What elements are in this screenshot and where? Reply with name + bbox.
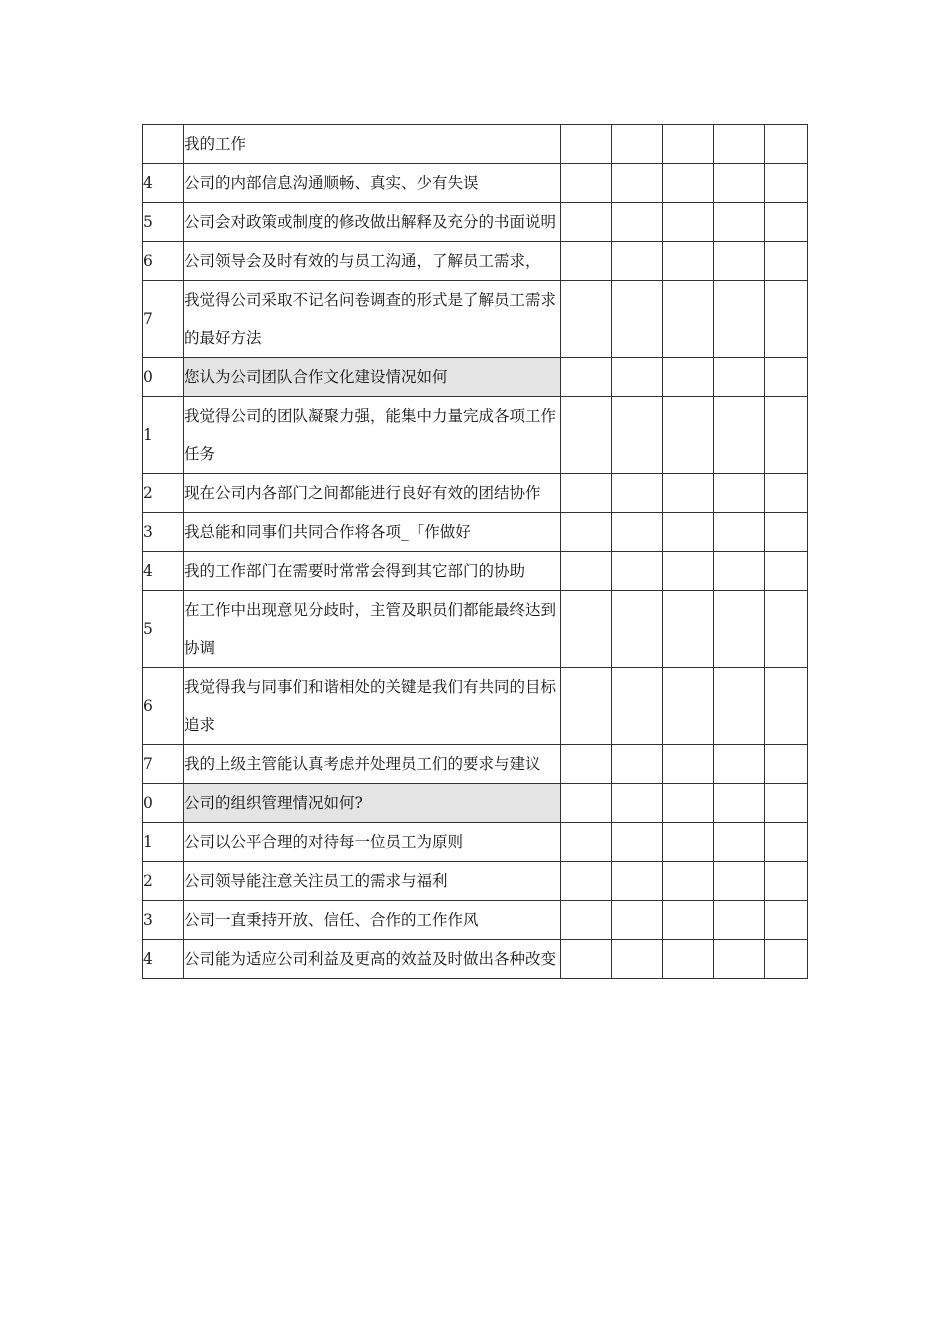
item-number: 0 xyxy=(143,784,184,823)
question-row xyxy=(143,474,808,513)
question-row xyxy=(143,513,808,552)
item-number: 2 xyxy=(143,862,184,901)
item-number: 7 xyxy=(143,281,184,358)
rating-cell-3[interactable] xyxy=(663,358,714,397)
question-text: 公司以公平合理的对待每一位员工为原则 xyxy=(184,823,561,862)
rating-cell-2[interactable] xyxy=(612,513,663,552)
rating-cell-1[interactable] xyxy=(561,474,612,513)
question-text: 我觉得我与同事们和谐相处的关键是我们有共同的目标追求 xyxy=(184,668,561,745)
rating-cell-5[interactable] xyxy=(765,552,808,591)
rating-cell-3[interactable] xyxy=(663,940,714,979)
rating-cell-2[interactable] xyxy=(612,281,663,358)
question-row xyxy=(143,397,808,474)
rating-cell-3[interactable] xyxy=(663,784,714,823)
section-title: 您认为公司团队合作文化建设情况如何 xyxy=(184,358,561,397)
item-number xyxy=(143,125,184,164)
rating-cell-5[interactable] xyxy=(765,513,808,552)
rating-cell-4[interactable] xyxy=(714,203,765,242)
rating-cell-4[interactable] xyxy=(714,358,765,397)
rating-cell-5[interactable] xyxy=(765,474,808,513)
item-number: 5 xyxy=(143,591,184,668)
question-text: 我觉得公司采取不记名问卷调查的形式是了解员工需求的最好方法 xyxy=(184,281,561,358)
rating-cell-2[interactable] xyxy=(612,164,663,203)
rating-cell-1[interactable] xyxy=(561,784,612,823)
rating-cell-2[interactable] xyxy=(612,591,663,668)
rating-cell-1[interactable] xyxy=(561,823,612,862)
rating-cell-2[interactable] xyxy=(612,242,663,281)
rating-cell-1[interactable] xyxy=(561,281,612,358)
rating-cell-4[interactable] xyxy=(714,823,765,862)
item-number: 3 xyxy=(143,901,184,940)
rating-cell-5[interactable] xyxy=(765,164,808,203)
rating-cell-1[interactable] xyxy=(561,513,612,552)
question-row xyxy=(143,242,808,281)
rating-cell-5[interactable] xyxy=(765,745,808,784)
question-text: 我的上级主管能认真考虑并处理员工们的要求与建议 xyxy=(184,745,561,784)
rating-cell-4[interactable] xyxy=(714,242,765,281)
question-text: 公司一直秉持开放、信任、合作的工作作风 xyxy=(184,901,561,940)
rating-cell-3[interactable] xyxy=(663,823,714,862)
rating-cell-3[interactable] xyxy=(663,901,714,940)
question-row xyxy=(143,901,808,940)
rating-cell-1[interactable] xyxy=(561,591,612,668)
rating-cell-2[interactable] xyxy=(612,823,663,862)
rating-cell-4[interactable] xyxy=(714,125,765,164)
item-number: 4 xyxy=(143,164,184,203)
rating-cell-4[interactable] xyxy=(714,668,765,745)
item-number: 1 xyxy=(143,397,184,474)
rating-cell-2[interactable] xyxy=(612,125,663,164)
question-text: 公司能为适应公司利益及更高的效益及时做出各种改变 xyxy=(184,940,561,979)
rating-cell-3[interactable] xyxy=(663,513,714,552)
item-number: 6 xyxy=(143,668,184,745)
question-text: 公司领导能注意关注员工的需求与福利 xyxy=(184,862,561,901)
question-text: 我的工作部门在需要时常常会得到其它部门的协助 xyxy=(184,552,561,591)
question-row xyxy=(143,164,808,203)
question-row xyxy=(143,125,808,164)
rating-cell-3[interactable] xyxy=(663,203,714,242)
question-text: 我觉得公司的团队凝聚力强，能集中力量完成各项工作任务 xyxy=(184,397,561,474)
question-row xyxy=(143,823,808,862)
question-row xyxy=(143,668,808,745)
item-number: 0 xyxy=(143,358,184,397)
rating-cell-5[interactable] xyxy=(765,784,808,823)
rating-cell-5[interactable] xyxy=(765,281,808,358)
rating-cell-1[interactable] xyxy=(561,862,612,901)
rating-cell-4[interactable] xyxy=(714,745,765,784)
rating-cell-2[interactable] xyxy=(612,552,663,591)
survey-table-body xyxy=(143,125,808,979)
rating-cell-4[interactable] xyxy=(714,397,765,474)
rating-cell-1[interactable] xyxy=(561,745,612,784)
section-header-row xyxy=(143,784,808,823)
item-number: 5 xyxy=(143,203,184,242)
rating-cell-4[interactable] xyxy=(714,862,765,901)
rating-cell-2[interactable] xyxy=(612,474,663,513)
rating-cell-1[interactable] xyxy=(561,940,612,979)
rating-cell-4[interactable] xyxy=(714,513,765,552)
question-row xyxy=(143,745,808,784)
question-text: 在工作中出现意见分歧时，主管及职员们都能最终达到协调 xyxy=(184,591,561,668)
rating-cell-2[interactable] xyxy=(612,358,663,397)
question-text: 现在公司内各部门之间都能进行良好有效的团结协作 xyxy=(184,474,561,513)
rating-cell-3[interactable] xyxy=(663,862,714,901)
item-number: 6 xyxy=(143,242,184,281)
item-number: 3 xyxy=(143,513,184,552)
rating-cell-1[interactable] xyxy=(561,164,612,203)
rating-cell-5[interactable] xyxy=(765,862,808,901)
rating-cell-4[interactable] xyxy=(714,474,765,513)
section-header-row xyxy=(143,358,808,397)
rating-cell-1[interactable] xyxy=(561,901,612,940)
question-text: 公司领导会及时有效的与员工沟通，了解员工需求， xyxy=(184,242,561,281)
rating-cell-3[interactable] xyxy=(663,125,714,164)
rating-cell-3[interactable] xyxy=(663,745,714,784)
rating-cell-5[interactable] xyxy=(765,358,808,397)
rating-cell-2[interactable] xyxy=(612,901,663,940)
rating-cell-5[interactable] xyxy=(765,242,808,281)
rating-cell-1[interactable] xyxy=(561,358,612,397)
question-row xyxy=(143,552,808,591)
rating-cell-3[interactable] xyxy=(663,591,714,668)
item-number: 2 xyxy=(143,474,184,513)
rating-cell-4[interactable] xyxy=(714,552,765,591)
rating-cell-2[interactable] xyxy=(612,668,663,745)
rating-cell-4[interactable] xyxy=(714,281,765,358)
rating-cell-2[interactable] xyxy=(612,397,663,474)
item-number: 7 xyxy=(143,745,184,784)
rating-cell-5[interactable] xyxy=(765,668,808,745)
rating-cell-5[interactable] xyxy=(765,125,808,164)
question-row xyxy=(143,281,808,358)
question-text: 我的工作 xyxy=(184,125,561,164)
rating-cell-1[interactable] xyxy=(561,125,612,164)
rating-cell-5[interactable] xyxy=(765,203,808,242)
rating-cell-1[interactable] xyxy=(561,242,612,281)
item-number: 1 xyxy=(143,823,184,862)
item-number: 4 xyxy=(143,552,184,591)
rating-cell-4[interactable] xyxy=(714,901,765,940)
rating-cell-1[interactable] xyxy=(561,397,612,474)
rating-cell-2[interactable] xyxy=(612,784,663,823)
rating-cell-2[interactable] xyxy=(612,203,663,242)
section-title: 公司的组织管理情况如何? xyxy=(184,784,561,823)
question-text: 公司会对政策或制度的修改做出解释及充分的书面说明 xyxy=(184,203,561,242)
rating-cell-5[interactable] xyxy=(765,823,808,862)
question-text: 公司的内部信息沟通顺畅、真实、少有失误 xyxy=(184,164,561,203)
item-number: 4 xyxy=(143,940,184,979)
rating-cell-1[interactable] xyxy=(561,552,612,591)
rating-cell-1[interactable] xyxy=(561,668,612,745)
rating-cell-3[interactable] xyxy=(663,164,714,203)
rating-cell-3[interactable] xyxy=(663,552,714,591)
rating-cell-4[interactable] xyxy=(714,940,765,979)
rating-cell-3[interactable] xyxy=(663,242,714,281)
rating-cell-5[interactable] xyxy=(765,940,808,979)
rating-cell-3[interactable] xyxy=(663,668,714,745)
question-text: 我总能和同事们共同合作将各项_「作做好 xyxy=(184,513,561,552)
rating-cell-5[interactable] xyxy=(765,591,808,668)
rating-cell-2[interactable] xyxy=(612,862,663,901)
rating-cell-3[interactable] xyxy=(663,281,714,358)
survey-table xyxy=(142,124,808,979)
question-row xyxy=(143,940,808,979)
question-row xyxy=(143,591,808,668)
question-row xyxy=(143,203,808,242)
rating-cell-1[interactable] xyxy=(561,203,612,242)
rating-cell-4[interactable] xyxy=(714,591,765,668)
rating-cell-5[interactable] xyxy=(765,901,808,940)
question-row xyxy=(143,862,808,901)
rating-cell-2[interactable] xyxy=(612,745,663,784)
rating-cell-4[interactable] xyxy=(714,784,765,823)
rating-cell-3[interactable] xyxy=(663,397,714,474)
rating-cell-4[interactable] xyxy=(714,164,765,203)
rating-cell-3[interactable] xyxy=(663,474,714,513)
rating-cell-2[interactable] xyxy=(612,940,663,979)
rating-cell-5[interactable] xyxy=(765,397,808,474)
